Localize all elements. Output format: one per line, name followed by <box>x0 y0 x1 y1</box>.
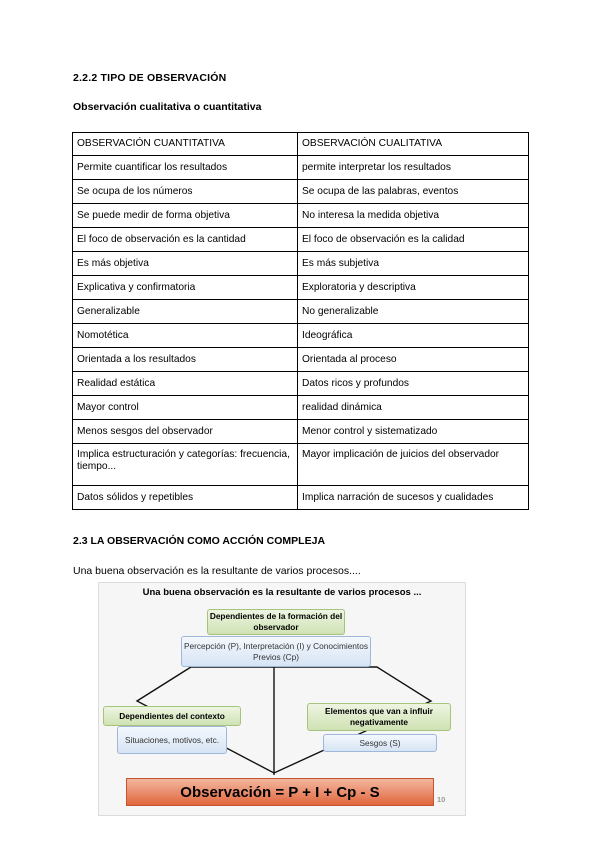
box-dependientes-contexto: Dependientes del contexto <box>103 706 241 726</box>
table-cell: El foco de observación es la calidad <box>298 228 529 252</box>
table-header-row <box>73 133 529 156</box>
table-cell: Permite cuantificar los resultados <box>73 156 298 180</box>
formula-bar: Observación = P + I + Cp - S <box>126 778 434 806</box>
table-row <box>73 420 529 444</box>
table-cell: Implica narración de sucesos y cualidades <box>298 486 529 510</box>
table-cell: Menos sesgos del observador <box>73 420 298 444</box>
box-percepcion-interpretacion: Percepción (P), Interpretación (I) y Conocimientos Previos (Cp) <box>181 636 371 667</box>
table-row <box>73 348 529 372</box>
intro-paragraph: Una buena observación es la resultante de varios procesos.... <box>73 565 361 577</box>
column-header-cualitativa: OBSERVACIÓN CUALITATIVA <box>298 133 529 156</box>
table-row <box>73 228 529 252</box>
section-heading-observacion-compleja: 2.3 LA OBSERVACIÓN COMO ACCIÓN COMPLEJA <box>73 535 326 547</box>
table-row <box>73 372 529 396</box>
table-cell: Menor control y sistematizado <box>298 420 529 444</box>
box-formacion-observador: Dependientes de la formación del observador <box>207 609 345 635</box>
table-cell: Realidad estática <box>73 372 298 396</box>
table-row <box>73 444 529 486</box>
box-situaciones-motivos: Situaciones, motivos, etc. <box>117 726 227 754</box>
table-cell: Se puede medir de forma objetiva <box>73 204 298 228</box>
subheading-cualitativa-cuantitativa: Observación cualitativa o cuantitativa <box>73 101 262 113</box>
table-cell: No generalizable <box>298 300 529 324</box>
box-elementos-negativos: Elementos que van a influir negativamente <box>307 703 451 731</box>
table-cell: Datos sólidos y repetibles <box>73 486 298 510</box>
observation-diagram <box>98 582 466 816</box>
table-cell: Orientada al proceso <box>298 348 529 372</box>
table-cell: Exploratoria y descriptiva <box>298 276 529 300</box>
table-cell: Implica estructuración y categorías: frecuencia, tiempo... <box>73 444 298 486</box>
table-cell: Orientada a los resultados <box>73 348 298 372</box>
table-cell: permite interpretar los resultados <box>298 156 529 180</box>
table-cell: El foco de observación es la cantidad <box>73 228 298 252</box>
slide-number: 10 <box>437 795 446 804</box>
column-header-cuantitativa: OBSERVACIÓN CUANTITATIVA <box>73 133 298 156</box>
comparison-table <box>72 132 529 510</box>
table-cell: Es más subjetiva <box>298 252 529 276</box>
table-cell: No interesa la medida objetiva <box>298 204 529 228</box>
table-cell: realidad dinámica <box>298 396 529 420</box>
table-row <box>73 204 529 228</box>
diagram-title: Una buena observación es la resultante de varios procesos ... <box>142 587 422 598</box>
table-cell: Nomotética <box>73 324 298 348</box>
table-row <box>73 276 529 300</box>
table-cell: Se ocupa de los números <box>73 180 298 204</box>
table-cell: Mayor implicación de juicios del observador <box>298 444 529 486</box>
table-row <box>73 486 529 510</box>
table-row <box>73 324 529 348</box>
table-row <box>73 156 529 180</box>
table-cell: Generalizable <box>73 300 298 324</box>
table-row <box>73 396 529 420</box>
table-cell: Explicativa y confirmatoria <box>73 276 298 300</box>
table-cell: Es más objetiva <box>73 252 298 276</box>
table-row <box>73 252 529 276</box>
table-cell: Mayor control <box>73 396 298 420</box>
table-row <box>73 300 529 324</box>
box-sesgos: Sesgos (S) <box>323 734 437 752</box>
table-row <box>73 180 529 204</box>
table-cell: Se ocupa de las palabras, eventos <box>298 180 529 204</box>
table-cell: Ideográfica <box>298 324 529 348</box>
section-heading-tipo-observacion: 2.2.2 TIPO DE OBSERVACIÓN <box>73 72 227 84</box>
table-cell: Datos ricos y profundos <box>298 372 529 396</box>
